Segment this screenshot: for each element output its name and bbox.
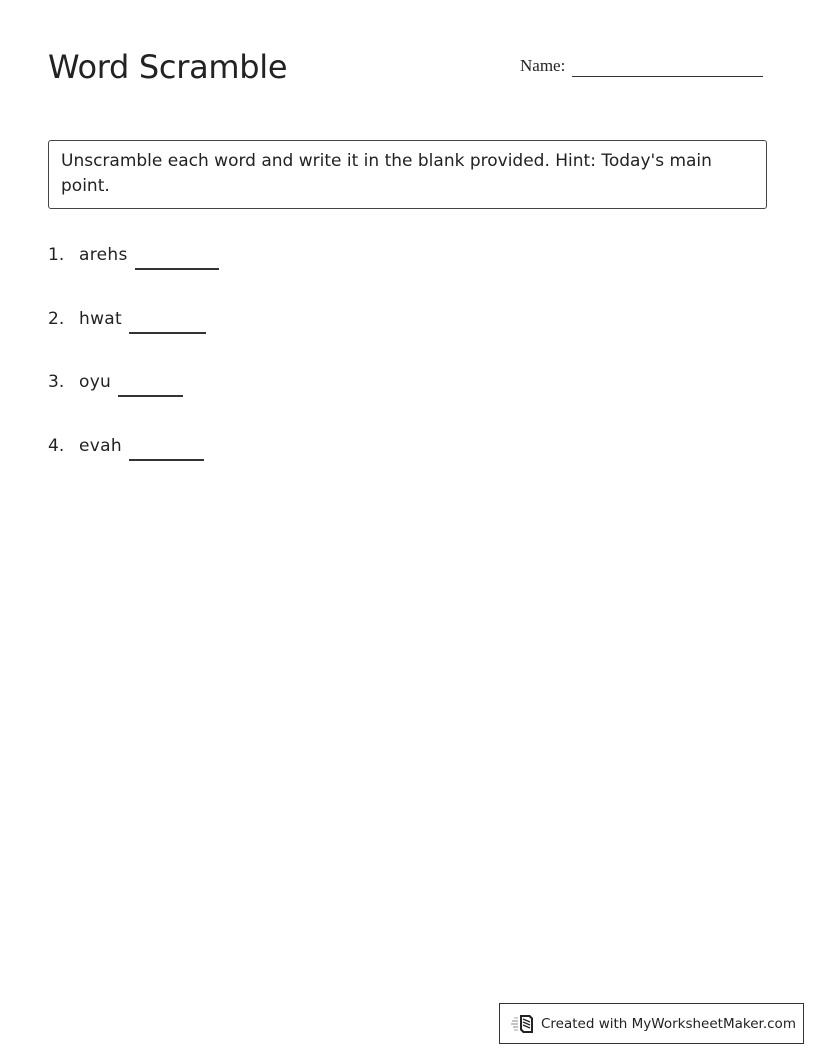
instructions-box: Unscramble each word and write it in the blank provided. Hint: Today's main point. [48,140,767,209]
answer-blank[interactable] [129,318,206,334]
footer-text: Created with MyWorksheetMaker.com [541,1015,796,1032]
scrambled-word: arehs [79,245,128,265]
question-number: 1. [48,245,65,265]
question-item [48,371,219,435]
worksheet-logo-icon [511,1013,535,1035]
question-item [48,435,219,499]
question-number: 4. [48,435,65,456]
question-item [48,244,219,308]
question-list [48,244,219,498]
scrambled-word: hwat [79,308,122,329]
answer-blank[interactable] [135,254,219,270]
answer-blank[interactable] [118,381,183,397]
question-number: 2. [48,308,65,329]
scrambled-word: evah [79,435,122,456]
name-blank-line[interactable] [572,52,763,77]
answer-blank[interactable] [129,445,204,461]
page-title: Word Scramble [48,48,288,86]
scrambled-word: oyu [79,372,112,392]
footer-attribution-badge[interactable] [499,1003,804,1044]
question-number: 3. [48,372,65,392]
name-label: Name: [520,56,566,75]
name-field-group [520,52,763,77]
question-item [48,308,219,372]
